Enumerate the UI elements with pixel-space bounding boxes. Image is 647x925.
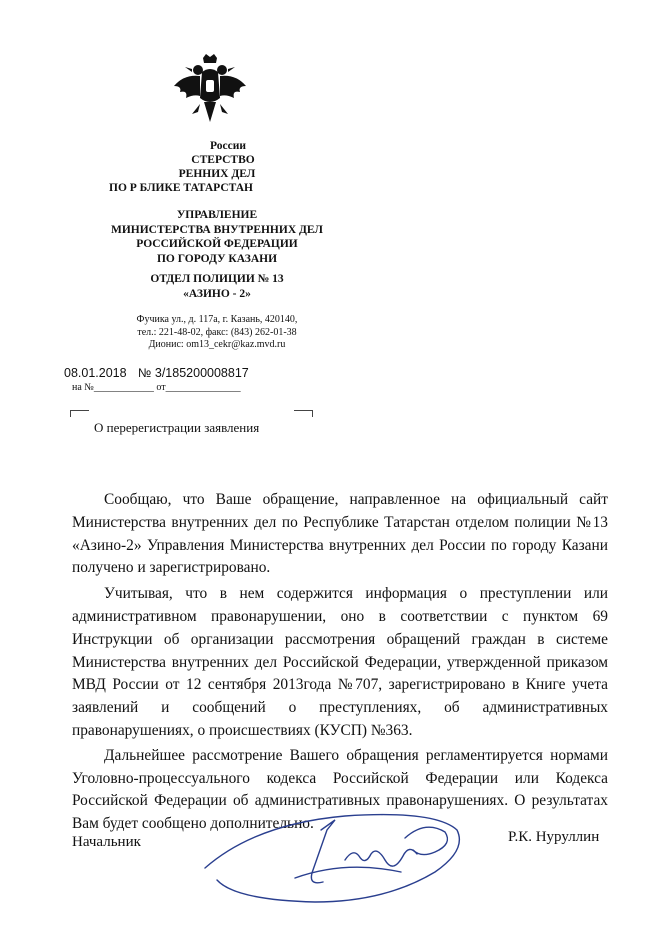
subject-bracket-left [70, 410, 89, 417]
signer-title: Начальник [72, 834, 141, 850]
unit-line: «АЗИНО - 2» [183, 288, 251, 300]
org-line: РЕННИХ ДЕЛ [178, 168, 256, 180]
org-line: ПО Р БЛИКЕ ТАТАРСТАН [109, 182, 253, 194]
dept-line: УПРАВЛЕНИЕ [176, 209, 258, 221]
address-line: Фучика ул., д. 117а, г. Казань, 420140, [136, 314, 298, 325]
emblem-icon [170, 52, 250, 132]
reg-number: № 3/185200008817 [138, 366, 249, 380]
handwritten-signature [195, 790, 495, 920]
department-block [57, 208, 377, 266]
unit-line: ОТДЕЛ ПОЛИЦИИ № 13 [150, 273, 284, 285]
paragraph: Учитывая, что в нем содержится информация о преступлении или административном правонарушении, оно в соответствии с пунктом 69 Инструкции об организации рассмотрения обращений граждан в системе Министерства внутренних дел Российской Федерации, утвержденной приказом МВД России от 12 сентября 2013года №707, зарегистрировано в Книге учета заявлений и сообщений о преступлениях, об административных правонарушениях, о происшествиях (КУСП) №363. [72, 585, 608, 739]
dept-line: РОССИЙСКОЙ ФЕДЕРАЦИИ [136, 238, 298, 250]
address-block [57, 314, 377, 352]
address-line: Дионис: om13_cekr@kaz.mvd.ru [148, 339, 286, 350]
dept-line: МИНИСТЕРСТВА ВНУТРЕННИХ ДЕЛ [110, 223, 324, 236]
org-line: СТЕРСТВО [191, 154, 255, 166]
org-header [82, 139, 352, 195]
subject-bracket-right [294, 410, 313, 417]
paragraph: Сообщаю, что Ваше обращение, направленное на официальный сайт Министерства внутренних дел по Республике Татарстан отделом полиции №13 «Азино-2» Управления Министерства внутренних дел России по городу Казани получено и зарегистрировано. [72, 491, 608, 577]
reference-line: на №____________ от_______________ [72, 382, 241, 393]
signer-name: Р.К. Нуруллин [508, 829, 600, 845]
reg-date: 08.01.2018 [64, 366, 127, 380]
dept-line: ПО ГОРОДУ КАЗАНИ [156, 252, 278, 265]
letter-body [72, 489, 608, 836]
org-line: России [210, 140, 246, 152]
unit-block [57, 272, 377, 302]
address-line: тел.: 221-48-02, факс: (843) 262-01-38 [137, 326, 297, 338]
subject-line: О перерегистрации заявления [94, 420, 260, 435]
paragraph: Дальнейшее рассмотрение Вашего обращения регламентируется нормами Уголовно-процессуального кодекса Российской Федерации или Кодекса Российской Федерации об административных правонарушениях. О результатах Вам будет сообщено дополнительно. [72, 746, 608, 833]
